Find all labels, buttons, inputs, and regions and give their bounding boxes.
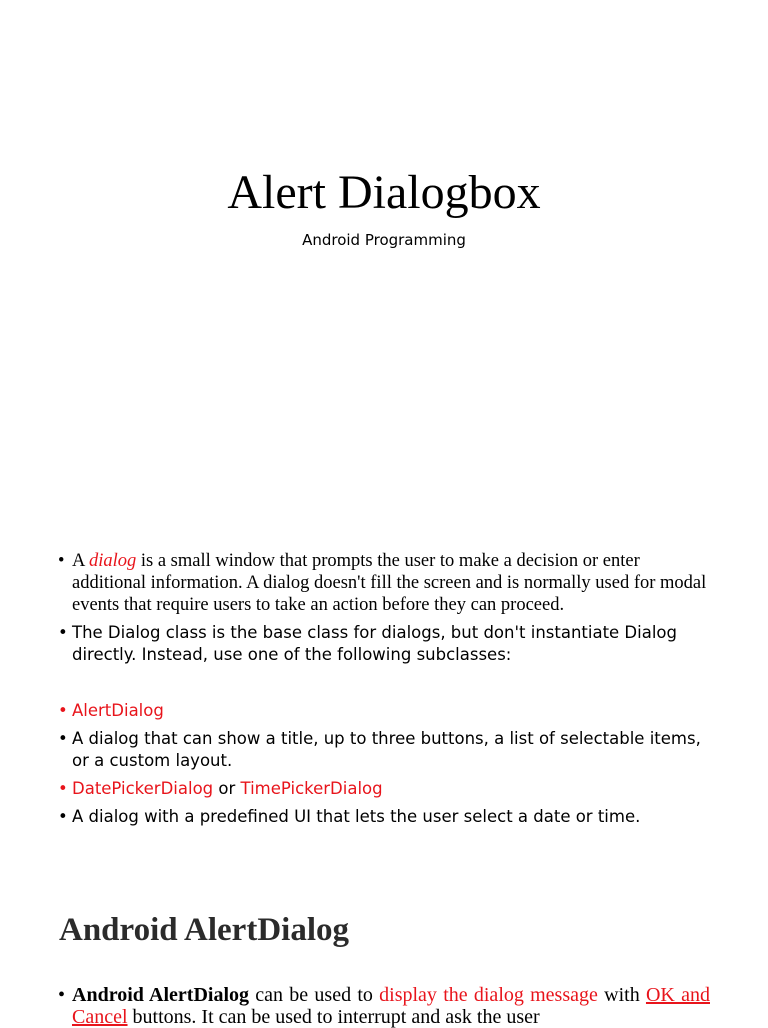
bullet-icon: •: [58, 623, 68, 642]
dialog-intro-list: [58, 550, 718, 828]
slide-subtitle: Android Programming: [302, 231, 466, 249]
alertdialog-list: [58, 984, 710, 1028]
bullet-icon: •: [58, 807, 68, 826]
bullet-icon: •: [58, 984, 66, 1006]
list-item: • A dialog with a predefined UI that lets the user select a date or time.: [58, 807, 641, 826]
list-item: • A dialog that can show a title, up to three buttons, a list of selectable items, or a custom layout.: [58, 729, 701, 770]
bullet-icon: •: [58, 551, 65, 571]
bullet-icon: •: [58, 779, 68, 798]
list-item: [58, 700, 718, 722]
list-item: • Android AlertDialog can be used to display the dialog message with OK and Cancel buttons. It can be used to interrupt and ask the user: [58, 984, 710, 1028]
slide-title: Alert Dialogbox: [227, 166, 541, 219]
timepicker-term: TimePickerDialog: [240, 779, 383, 798]
list-item: • A dialog is a small window that prompts the user to make a decision or enter additional information. A dialog doesn't fill the screen and is normally used for modal events that require users to take an action before they can proceed.: [58, 551, 707, 615]
alertdialog-term: AlertDialog: [72, 701, 164, 720]
section-heading: Android AlertDialog: [59, 912, 349, 948]
bullet-icon: •: [58, 729, 68, 748]
list-item: • The Dialog class is the base class for dialogs, but don't instantiate Dialog directly. Instead, use one of the following subclasses:: [58, 623, 677, 664]
datepicker-term: DatePickerDialog: [72, 779, 214, 798]
list-item: • DatePickerDialog or TimePickerDialog: [58, 779, 383, 798]
dialog-term: dialog: [88, 551, 137, 571]
bullet-icon: •: [58, 701, 68, 720]
